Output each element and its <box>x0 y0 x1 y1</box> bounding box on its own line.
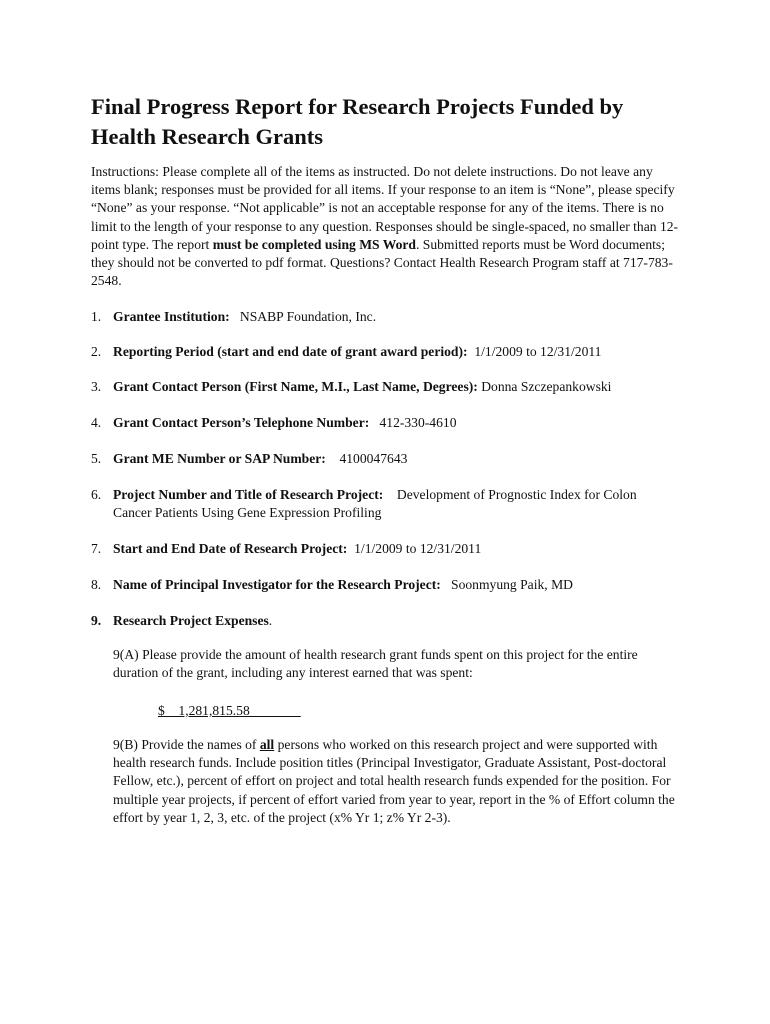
item-label: Reporting Period (start and end date of grant award period): <box>113 344 468 359</box>
report-title: Final Progress Report for Research Projects Funded by Health Research Grants <box>91 94 624 149</box>
item-value: Donna Szczepankowski <box>481 379 612 394</box>
item-number: 5. <box>91 451 102 466</box>
item-label: Start and End Date of Research Project: <box>113 541 348 556</box>
instructions-text: Instructions: Please complete all of the items as instructed. Do not delete instructions. Do not leave any items blank; responses must be provided for all items. If your response to an item is “None”, please specify “None” as your response. “Not applicable” is not an acceptable response for any of the items. There is no limit to the length of your response to any question. Responses should be single-spaced, no smaller than 12-point type. The report <box>91 164 679 252</box>
item-number: 3. <box>91 379 102 394</box>
section-9b-intro: 9(B) Provide the names of <box>113 737 260 752</box>
item-number: 9. <box>91 613 102 628</box>
item-label: Grant Contact Person’s Telephone Number: <box>113 415 370 430</box>
item-value: 4100047643 <box>339 451 408 466</box>
item-number: 1. <box>91 309 102 324</box>
item-value: 412-330-4610 <box>379 415 457 430</box>
item-value: . <box>268 613 273 628</box>
item-label: Grant Contact Person (First Name, M.I., Last Name, Degrees): <box>113 379 478 394</box>
item-label: Grant ME Number or SAP Number: <box>113 451 326 466</box>
section-9b-text <box>113 736 683 827</box>
item-number: 7. <box>91 541 102 556</box>
item-label: Grantee Institution: <box>113 309 230 324</box>
item-number: 6. <box>91 487 102 502</box>
item-value: NSABP Foundation, Inc. <box>239 309 377 324</box>
item-value: 1/1/2009 to 12/31/2011 <box>474 344 602 359</box>
instructions-paragraph <box>91 163 681 290</box>
item-value: Development of Prognostic Index for Colon Cancer Patients Using Gene Expression Profiling <box>113 487 637 520</box>
instructions-bold-text: must be completed using MS Word <box>212 236 416 252</box>
section-9b-body: persons who worked on this research project and were supported with health research funds. Include position titles (Principal Investigator, Graduate Assistant, Post-doctoral Fellow, etc.), percent of effort on project and total health research funds expended for the position. For multiple year projects, if percent of effort varied from year to year, report in the % of Effort column the effort by year 1, 2, 3, etc. of the project (x% Yr 1; z% Yr 2-3). <box>113 737 675 825</box>
item-number: 8. <box>91 577 102 592</box>
item-value: 1/1/2009 to 12/31/2011 <box>354 541 482 556</box>
section-9a-amount <box>158 702 301 720</box>
item-label: Project Number and Title of Research Project: <box>113 487 384 502</box>
item-number: 2. <box>91 344 102 359</box>
instructions-text-end: . Submitted reports must be Word documents; they should not be converted to pdf format. Questions? Contact Health Research Program staff at 717-783-2548. <box>91 236 673 289</box>
item-value: Soonmyung Paik, MD <box>451 577 573 592</box>
item-label: Name of Principal Investigator for the Research Project: <box>113 577 441 592</box>
section-9b-emphasis: all <box>259 737 275 752</box>
amount-value: $ 1,281,815.58 <box>158 703 301 718</box>
section-9a-text: 9(A) Please provide the amount of health research grant funds spent on this project for the entire duration of the grant, including any interest earned that was spent: <box>113 647 638 681</box>
item-number: 4. <box>91 415 102 430</box>
item-label: Research Project Expenses <box>113 613 269 628</box>
